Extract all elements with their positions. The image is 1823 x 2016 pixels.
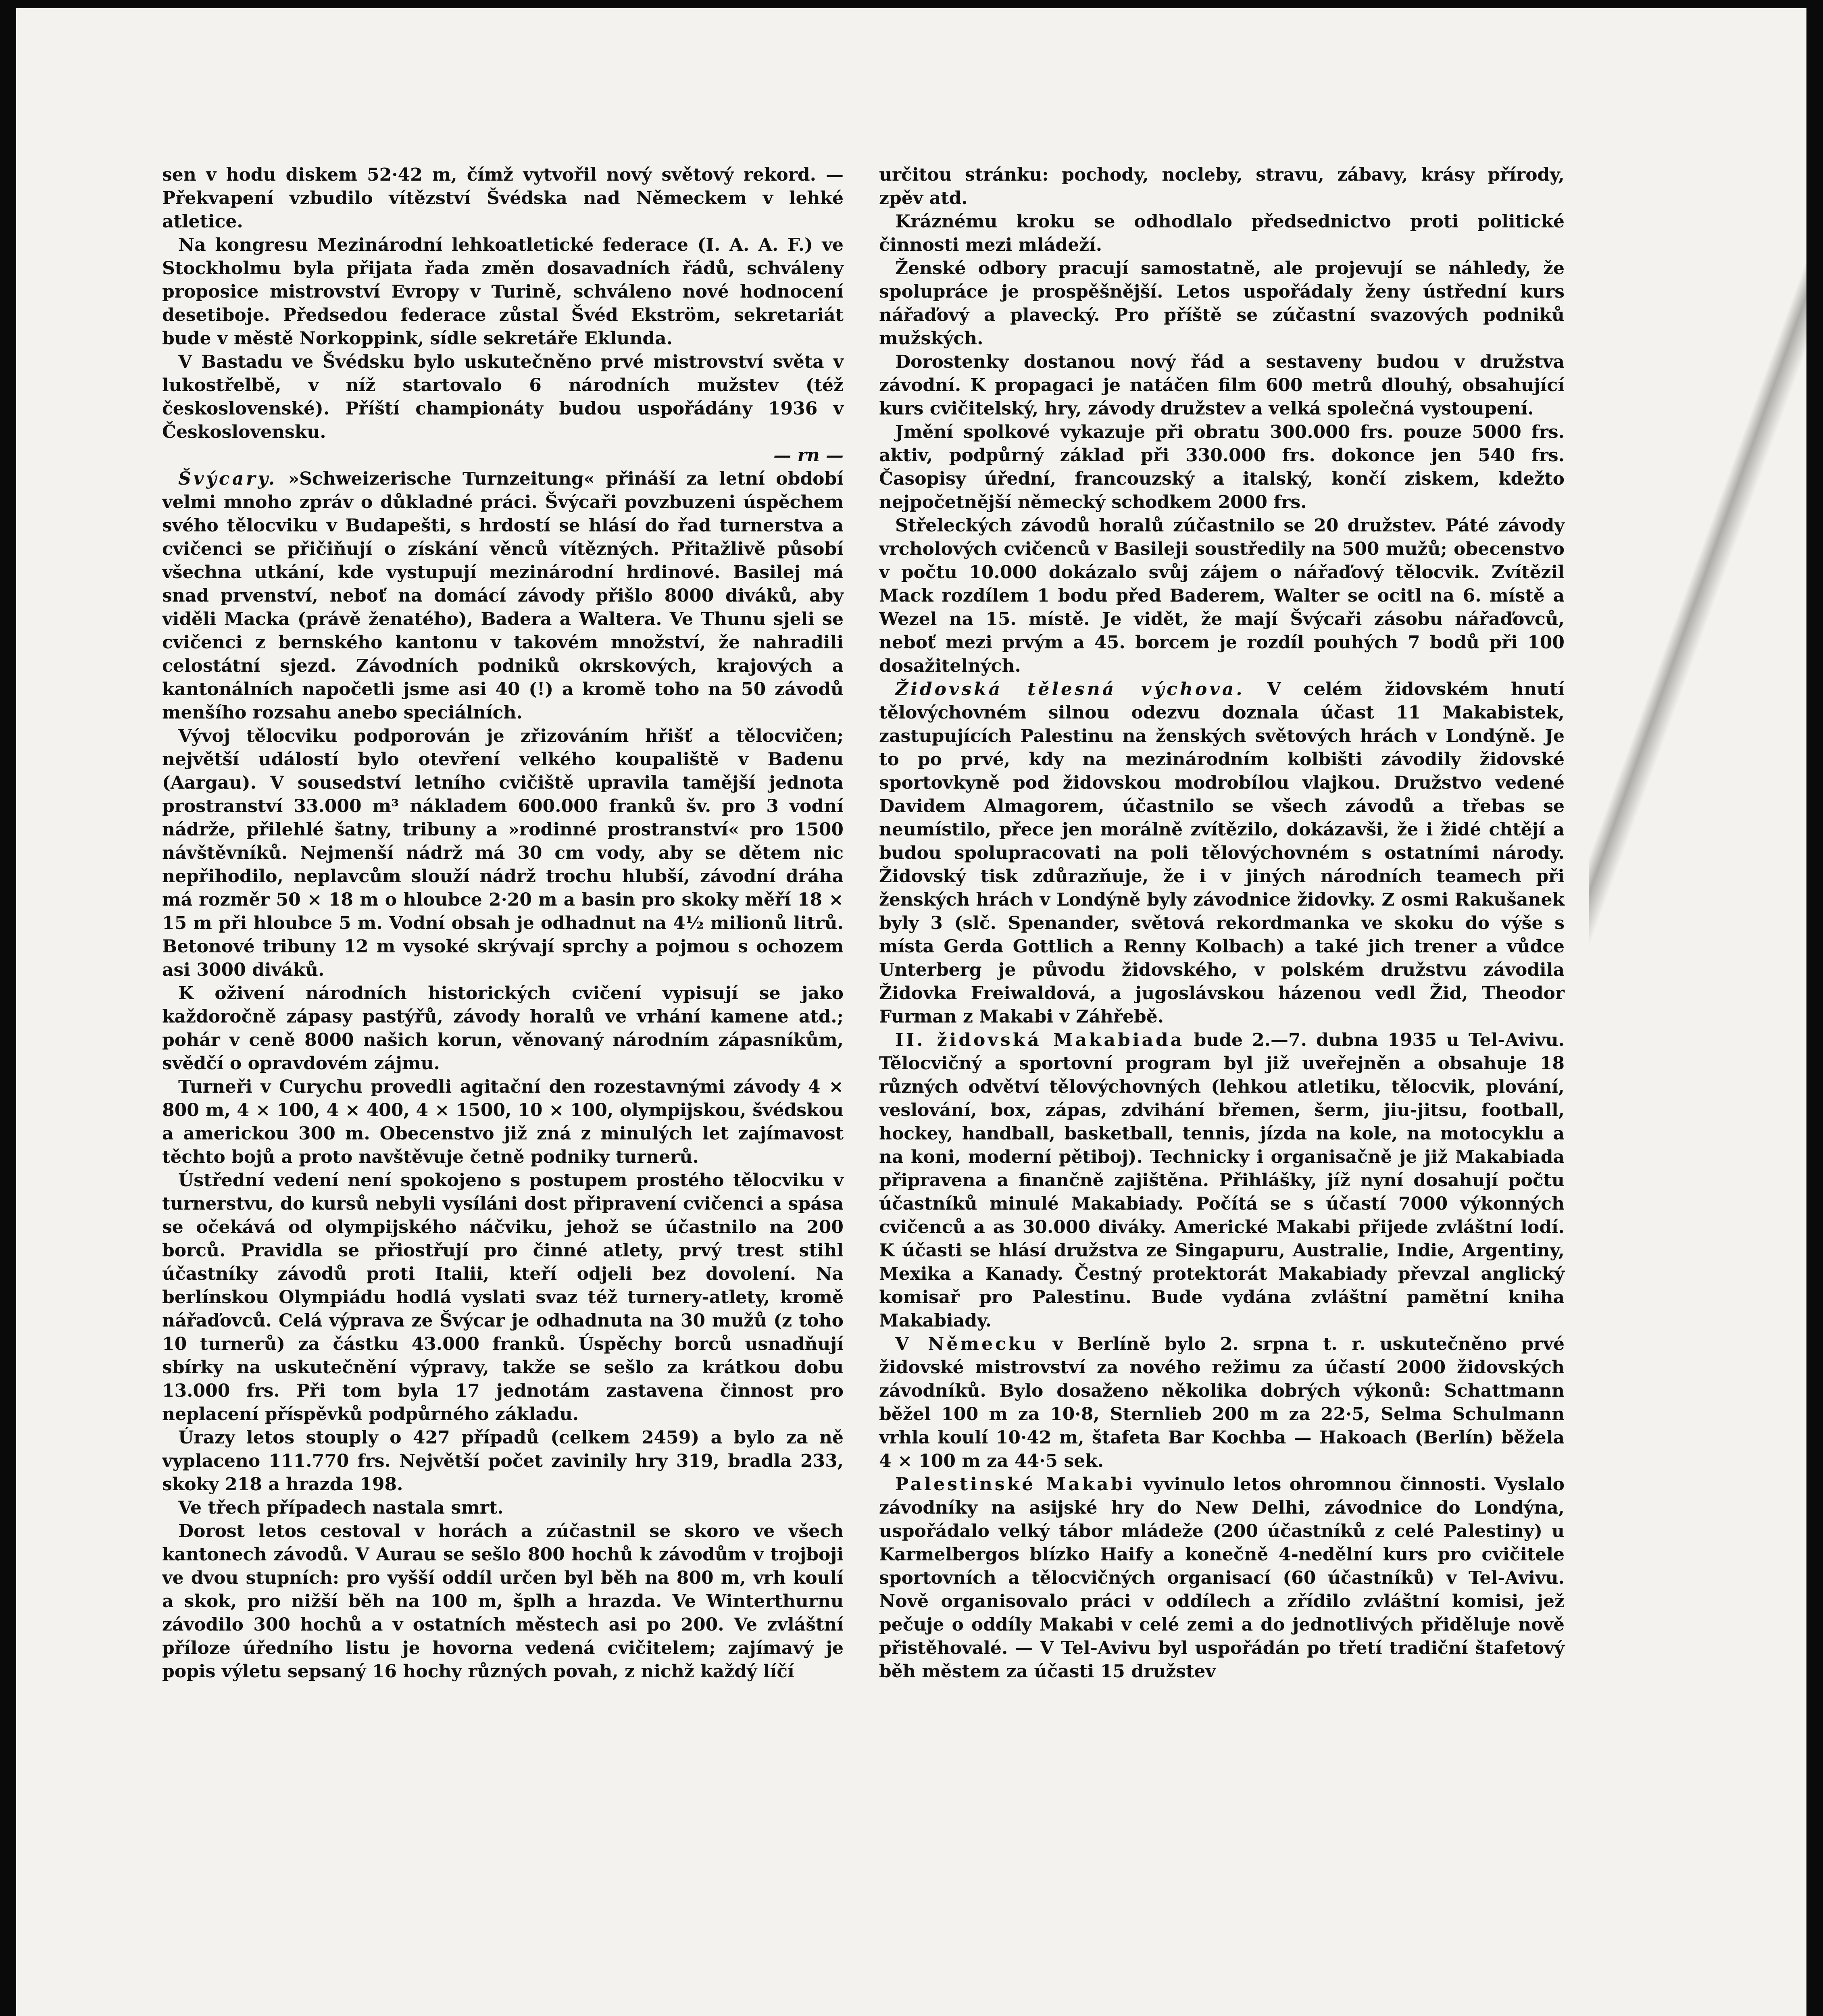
paragraph: K oživení národních historických cvičení vypisují se jako každoročně zápasy pastýřů, závody horalů ve vrhání kamene atd.; pohár v ceně 8000 našich korun, věnovaný národním zápasníkům, svědčí o opravdovém zájmu. [162, 983, 844, 1074]
paragraph [879, 678, 1565, 1029]
paragraph-text: bude 2.—7. dubna 1935 u Tel-Avivu. Tělocvičný a sportovní program byl již uveřejněn a obsahuje 18 různých odvětví tělovýchovných (lehkou atletiku, tělocvik, plování, veslování, box, zápas, zdvihání břemen, šerm, jiu-jitsu, football, hockey, handball, basketball, tennis, jízda na kole, na motocyklu a na koni, moderní pětiboj). Technicky i organisačně je již Makabiada připravena a finančně zajištěna. Přihlášky, jíž nyní dosahují počtu účastníků minulé Makabiady. Počítá se s účastí 7000 výkonných cvičenců a as 30.000 diváky. Americké Makabi přijede zvláštní lodí. K účasti se hlásí družstva ze Singapuru, Australie, Indie, Argentiny, Mexika a Kanady. Čestný protektorát Makabiady převzal anglický komisař pro Palestinu. Bude vydána zvláštní pamětní kniha Makabiady. [879, 1030, 1565, 1331]
paragraph: Ve třech případech nastala smrt. [178, 1497, 504, 1518]
paragraph [879, 1029, 1565, 1333]
paragraph-text: v Berlíně bylo 2. srpna t. r. uskutečněno prvé židovské mistrovství za nového režimu za účastí 2000 židovských závodníků. Bylo dosaženo několika dobrých výkonů: Schattmann běžel 100 m za 10·8, Sternlieb 200 m za 22·5, Selma Schulmann vrhla koulí 10·42 m, štafeta Bar Kochba — Hakoach (Berlín) běžela 4 × 100 m za 44·5 sek. [879, 1334, 1565, 1471]
paragraph: Dorostenky dostanou nový řád a sestaveny budou v družstva závodní. K propagaci je natáčen film 600 metrů dlouhý, obsahující kurs cvičitelský, hry, závody družstev a velká společná vystoupení. [879, 352, 1565, 419]
paragraph: Střeleckých závodů horalů zúčastnilo se 20 družstev. Páté závody vrcholových cvičenců v Basileji soustředily na 500 mužů; obecenstvo v počtu 10.000 dokázalo svůj zájem o nářaďový tělocvik. Zvítězil Mack rozdílem 1 bodu před Baderem, Walter se ocitl na 6. místě a Wezel na 15. místě. Je vidět, že mají Švýcaři zásobu nářaďovců, neboť mezi prvým a 45. borcem je rozdíl pouhých 7 bodů při 100 dosažitelných. [879, 515, 1565, 676]
paragraph: V Bastadu ve Švédsku bylo uskutečněno prvé mistrovství světa v lukostřelbě, v níž startovalo 6 národních mužstev (též československé). Příští championáty budou uspořádány 1936 v Československu. [162, 352, 844, 442]
paragraph: Na kongresu Mezinárodní lehkoatletické federace (I. A. A. F.) ve Stockholmu byla přijata řada změn dosavadních řádů, schváleny proposice mistrovství Evropy v Turině, schváleno nové hodnocení desetiboje. Předsedou federace zůstal Švéd Ekström, sekretariát bude v městě Norkoppink, sídle sekretáře Eklunda. [162, 235, 844, 349]
paragraph-text: vyvinulo letos ohromnou činnosti. Vyslalo závodníky na asijské hry do New Delhi, závodnice do Londýna, uspořádalo velký tábor mládeže (200 účastníků z celé Palestiny) u Karmelbergos blízko Haify a konečně 4-nedělní kurs pro cvičitele sportovních a tělocvičných organisací (60 účastníků) v Tel-Avivu. Nově organisovalo práci v oddílech a zřídilo zvláštní komisi, jež pečuje o oddíly Makabi v celé zemi a do jednotlivých přiděluje nově přistěhovalé. — V Tel-Avivu byl uspořádán po třetí tradiční štafetový běh městem za účasti 15 družstev [879, 1474, 1565, 1682]
paragraph [162, 467, 844, 725]
paragraph [879, 1473, 1565, 1683]
page-fold-shadow [1589, 8, 1806, 1218]
paragraph: Jmění spolkové vykazuje při obratu 300.000 frs. pouze 5000 frs. aktiv, podpůrný základ při 330.000 frs. dokonce jen 540 frs. Časopisy úřední, francouzský a italský, končí ziskem, kdežto nejpočetnější německý schodkem 2000 frs. [879, 422, 1565, 512]
section-heading-palestinske: Palestinské Makabi [895, 1474, 1135, 1495]
paragraph: Ústřední vedení není spokojeno s postupem prostého tělocviku v turnerstvu, do kursů nebyli vysíláni dost připravení cvičenci a spása se očekává od olympijského náčviku, jehož se účastnilo na 200 borců. Pravidla se přiostřují pro činné atlety, prvý trest stihl účastníky závodů proti Italii, kteří odjeli bez dovolení. Na berlínskou Olympiádu hodlá vyslati svaz též turnery-atlety, kromě nářaďovců. Celá výprava ze Švýcar je odhadnuta na 30 mužů (z toho 10 turnerů) za částku 43.000 franků. Úspěchy borců usnadňují sbírky na uskutečnění výpravy, takže se sešlo za krátkou dobu 13.000 frs. Při tom byla 17 jednotám zastavena činnost pro neplacení příspěvků podpůrného základu. [162, 1170, 844, 1425]
paragraph: Vývoj tělocviku podporován je zřizováním hřišť a tělocvičen; největší událostí bylo otevření velkého koupaliště v Badenu (Aargau). V sousedství letního cvičiště upravila tamější jednota prostranství 33.000 m³ nákladem 600.000 franků šv. pro 3 vodní nádrže, přilehlé šatny, tribuny a »rodinné prostranství« pro 1500 návštěvníků. Nejmenší nádrž má 30 cm vody, aby se dětem nic nepřihodilo, neplavcům slouží nádrž trochu hlubší, závodní dráha má rozměr 50 × 18 m o hloubce 2·20 m a basin pro skoky měří 18 × 15 m při hloubce 5 m. Vodní obsah je odhadnut na 4½ milionů litrů. Betonové tribuny 12 m vysoké skrývají sprchy a pojmou s ochozem asi 3000 diváků. [162, 726, 844, 980]
paragraph: Kráznému kroku se odhodlalo předsednictvo proti politické činnosti mezi mládeží. [879, 211, 1565, 255]
paragraph-text: V celém židovském hnutí tělovýchovném silnou odezvu doznala účast 11 Makabistek, zastupujících Palestinu na ženských světových hrách v Londýně. Je to po prvé, kdy na mezinárodním kolbišti závodily židovské sportovkyně pod židovskou modrobílou vlajkou. Družstvo vedené Davidem Almagorem, účastnilo se všech závodů a třebas se neumístilo, přece jen morálně zvítězilo, dokázavši, že i židé chtějí a budou spolupracovati na poli tělovýchovném s ostatními národy. Židovský tisk zdůrazňuje, že i v jiných národních teamech při ženských hrách v Londýně byly závodnice židovky. Z osmi Rakušanek byly 3 (slč. Spenander, světová rekordmanka ve skoku do výše s místa Gerda Gottlich a Renny Kolbach) a také jich trener a vůdce Unterberg je původu židovského, v polském družstvu závodila Židovka Freiwaldová, a jugoslávskou házenou vedl Žid, Theodor Furman z Makabi v Záhřebě. [879, 679, 1565, 1027]
paragraph: sen v hodu diskem 52·42 m, čímž vytvořil nový světový rekord. — Překvapení vzbudilo vítězství Švédska nad Německem v lehké atletice. [162, 165, 844, 232]
paragraph [879, 1333, 1565, 1473]
section-heading-zidovska: Židovská tělesná výchova. [895, 679, 1245, 700]
section-heading-makabiada: II. židovská Makabiada [895, 1030, 1185, 1050]
paragraph-text: »Schweizerische Turnzeitung« přináší za letní období velmi mnoho zpráv o důkladné práci. Švýcaři povzbuzeni úspěchem svého tělocviku v Budapešti, s hrdostí se hlásí do řad turnerstva a cvičenci se přičiňují o získání věnců vítězných. Přitažlivě působí všechna utkání, kde vystupují mezinárodní hrdinové. Basilej má snad prvenství, neboť na domácí závody přišlo 8000 diváků, aby viděli Macka (právě ženatého), Badera a Waltera. Ve Thunu sjeli se cvičenci z bernského kantonu v takovém množství, že nahradili celostátní sjezd. Závodních podniků okrskových, krajových a kantonálních napočetli jsme asi 40 (!) a kromě toho na 50 závodů menšího rozsahu anebo speciálních. [162, 469, 844, 723]
author-signature: — rn — [773, 445, 844, 466]
scanned-page [16, 8, 1806, 2016]
left-text-column [162, 163, 844, 1683]
paragraph: Dorost letos cestoval v horách a zúčastnil se skoro ve všech kantonech závodů. V Aurau se sešlo 800 hochů k závodům v trojboji ve dvou stupních: pro vyšší oddíl určen byl běh na 800 m, vrh koulí a skok, pro nižší běh na 100 m, šplh a hrazda. Ve Winterthurnu závodilo 300 hochů a v ostatních městech asi po 200. Ve zvláštní příloze úředního listu je hovorna vedená cvičitelem; zajímavý je popis výletu sepsaný 16 hochy různých povah, z nichž každý líčí [162, 1521, 844, 1682]
paragraph: Ženské odbory pracují samostatně, ale projevují se náhledy, že spolupráce je prospěšnější. Letos uspořádaly ženy ústřední kurs nářaďový a plavecký. Pro příště se zúčastní svazových podniků mužských. [879, 258, 1565, 349]
paragraph: určitou stránku: pochody, nocleby, stravu, zábavy, krásy přírody, zpěv atd. [879, 165, 1565, 208]
right-text-column [879, 163, 1565, 1683]
paragraph: Úrazy letos stouply o 427 případů (celkem 2459) a bylo za ně vyplaceno 111.770 frs. Největší počet zavinily hry 319, bradla 233, skoky 218 a hrazda 198. [162, 1427, 844, 1495]
paragraph: Turneři v Curychu provedli agitační den rozestavnými závody 4 × 800 m, 4 × 100, 4 × 400, 4 × 1500, 10 × 100, olympijskou, švédskou a americkou 300 m. Obecenstvo již zná z minulých let zajímavost těchto bojů a proto navštěvuje četně podniky turnerů. [162, 1077, 844, 1167]
section-heading-svycary: Švýcary. [178, 469, 277, 489]
section-heading-nemecko: V Německu [895, 1334, 1039, 1354]
